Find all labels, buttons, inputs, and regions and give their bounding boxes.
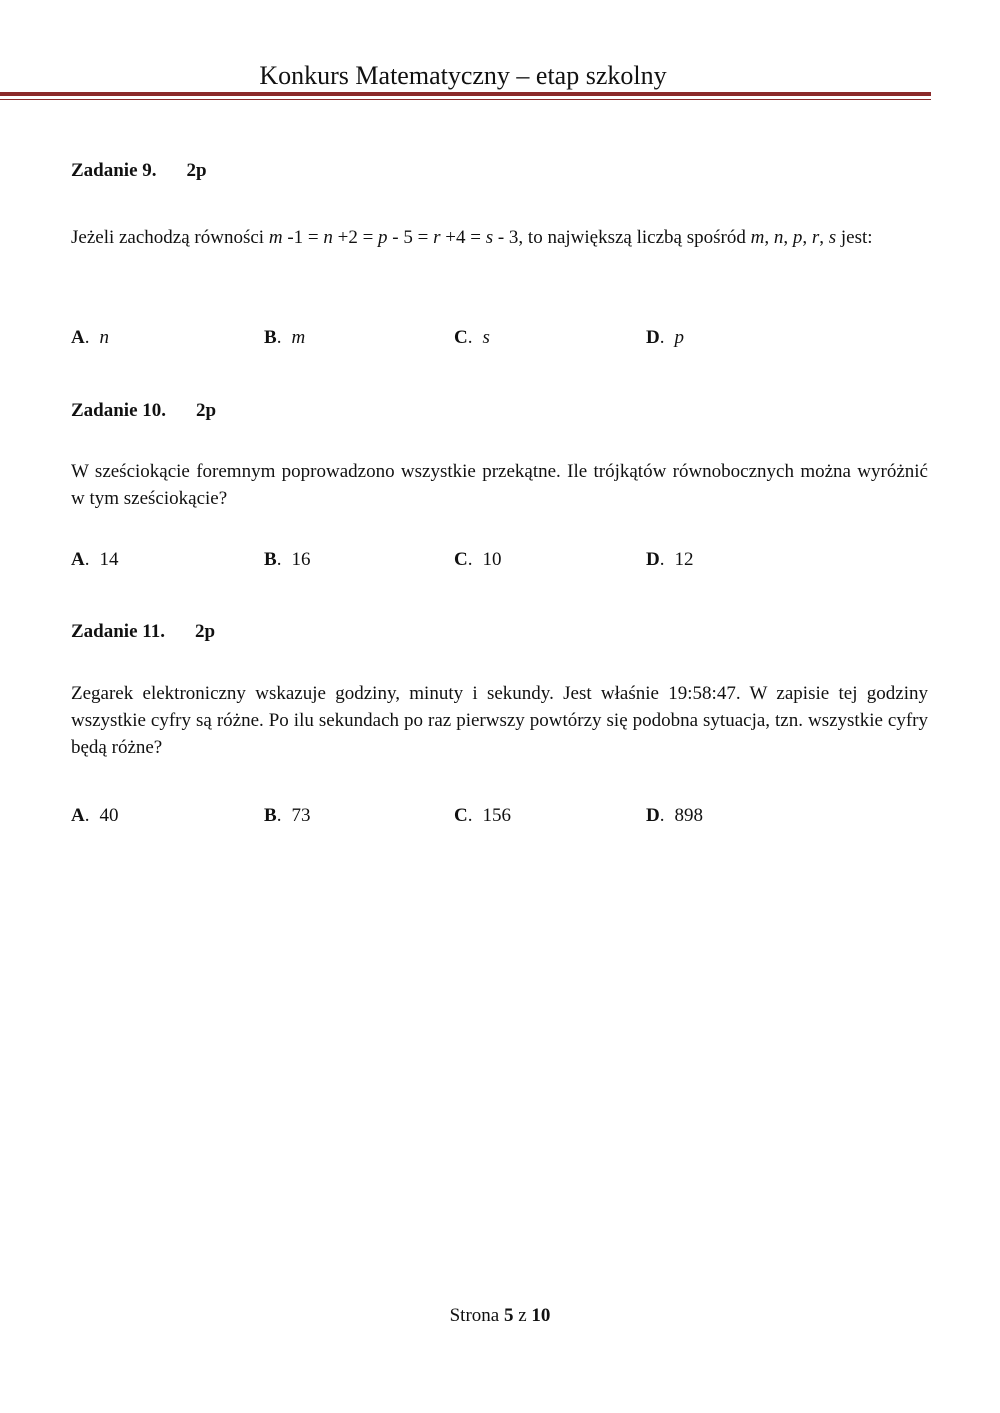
option-letter: A <box>71 549 85 570</box>
variable-n: n <box>773 227 784 248</box>
option-d[interactable]: D. 12 <box>646 549 694 570</box>
option-value: 156 <box>482 805 511 826</box>
page-separator: z <box>518 1305 527 1326</box>
page-prefix: Strona <box>449 1305 500 1326</box>
text-fragment: , <box>783 227 793 248</box>
option-letter: B <box>264 805 277 826</box>
task-11-options <box>71 803 928 829</box>
text-fragment: jest: <box>836 227 873 248</box>
option-letter: B <box>264 327 277 348</box>
option-c[interactable]: C. s <box>454 327 490 348</box>
option-value: s <box>482 327 490 348</box>
task-10-heading <box>71 399 216 423</box>
text-fragment: +2 = <box>332 227 379 248</box>
variable-m: m <box>268 227 283 248</box>
header-rule-thin <box>0 99 931 100</box>
variable-m: m <box>750 227 765 248</box>
option-a[interactable]: A. 14 <box>71 549 119 570</box>
option-letter: B <box>264 549 277 570</box>
option-value: n <box>99 327 109 348</box>
text-fragment: -1 = <box>282 227 324 248</box>
option-value: 16 <box>291 549 311 570</box>
option-value: 14 <box>99 549 119 570</box>
task-9-text <box>71 224 928 251</box>
option-letter: C <box>454 549 468 570</box>
option-b[interactable]: B. 16 <box>264 549 311 570</box>
task-9-heading <box>71 159 207 183</box>
option-d[interactable]: D. p <box>646 327 684 348</box>
text-fragment: +4 = <box>440 227 486 248</box>
total-pages: 10 <box>531 1305 551 1326</box>
option-letter: A <box>71 805 85 826</box>
text-fragment: , <box>819 227 829 248</box>
task-heading-label: Zadanie 11. <box>71 621 165 642</box>
option-b[interactable]: B. 73 <box>264 805 311 826</box>
option-letter: C <box>454 327 468 348</box>
task-11-heading <box>71 620 215 644</box>
option-a[interactable]: A. 40 <box>71 805 119 826</box>
header-rule <box>0 92 931 96</box>
text-fragment: - 5 = <box>387 227 434 248</box>
page-number <box>0 1303 1000 1329</box>
option-b[interactable]: B. m <box>264 327 306 348</box>
task-10-options <box>71 547 928 573</box>
option-letter: A <box>71 327 85 348</box>
variable-p: p <box>792 227 803 248</box>
text-fragment: , <box>764 227 774 248</box>
text-fragment: , <box>802 227 812 248</box>
option-value: p <box>674 327 684 348</box>
option-value: 12 <box>674 549 694 570</box>
option-letter: D <box>646 327 660 348</box>
option-c[interactable]: C. 10 <box>454 549 502 570</box>
task-9-options <box>71 325 928 351</box>
task-11-text: Zegarek elektroniczny wskazuje godziny, minuty i sekundy. Jest właśnie 19:58:47. W zapisie tej godziny wszystkie cyfry są różne. Po ilu sekundach po raz pierwszy powtórzy się podobna sytuacja, tzn. wszystkie cyfry będą różne? <box>71 683 928 758</box>
option-value: 10 <box>482 549 502 570</box>
option-value: 73 <box>291 805 311 826</box>
variable-n: n <box>323 227 333 248</box>
option-value: 40 <box>99 805 119 826</box>
current-page: 5 <box>503 1305 514 1326</box>
option-letter: C <box>454 805 468 826</box>
task-10-text: W sześciokącie foremnym poprowadzono wszystkie przekątne. Ile trójkątów równobocznych można wyróżnić w tym sześciokącie? <box>71 461 928 509</box>
option-letter: D <box>646 549 660 570</box>
option-c[interactable]: C. 156 <box>454 805 511 826</box>
task-heading-label: Zadanie 9. <box>71 160 157 181</box>
variable-p: p <box>378 227 388 248</box>
variable-s: s <box>485 227 494 248</box>
task-points: 2p <box>194 621 216 642</box>
text-fragment: Jeżeli zachodzą równości <box>71 227 269 248</box>
option-a[interactable]: A. n <box>71 327 109 348</box>
task-heading-label: Zadanie 10. <box>71 400 167 421</box>
option-value: 898 <box>674 805 703 826</box>
option-letter: D <box>646 805 660 826</box>
option-d[interactable]: D. 898 <box>646 805 703 826</box>
task-points: 2p <box>186 160 207 181</box>
variable-r: r <box>811 227 820 248</box>
variable-r: r <box>433 227 441 248</box>
task-points: 2p <box>196 400 217 421</box>
variable-s: s <box>828 227 837 248</box>
option-value: m <box>291 327 306 348</box>
page-title: Konkurs Matematyczny – etap szkolny <box>259 61 667 90</box>
text-fragment: - 3, to największą liczbą spośród <box>493 227 751 248</box>
